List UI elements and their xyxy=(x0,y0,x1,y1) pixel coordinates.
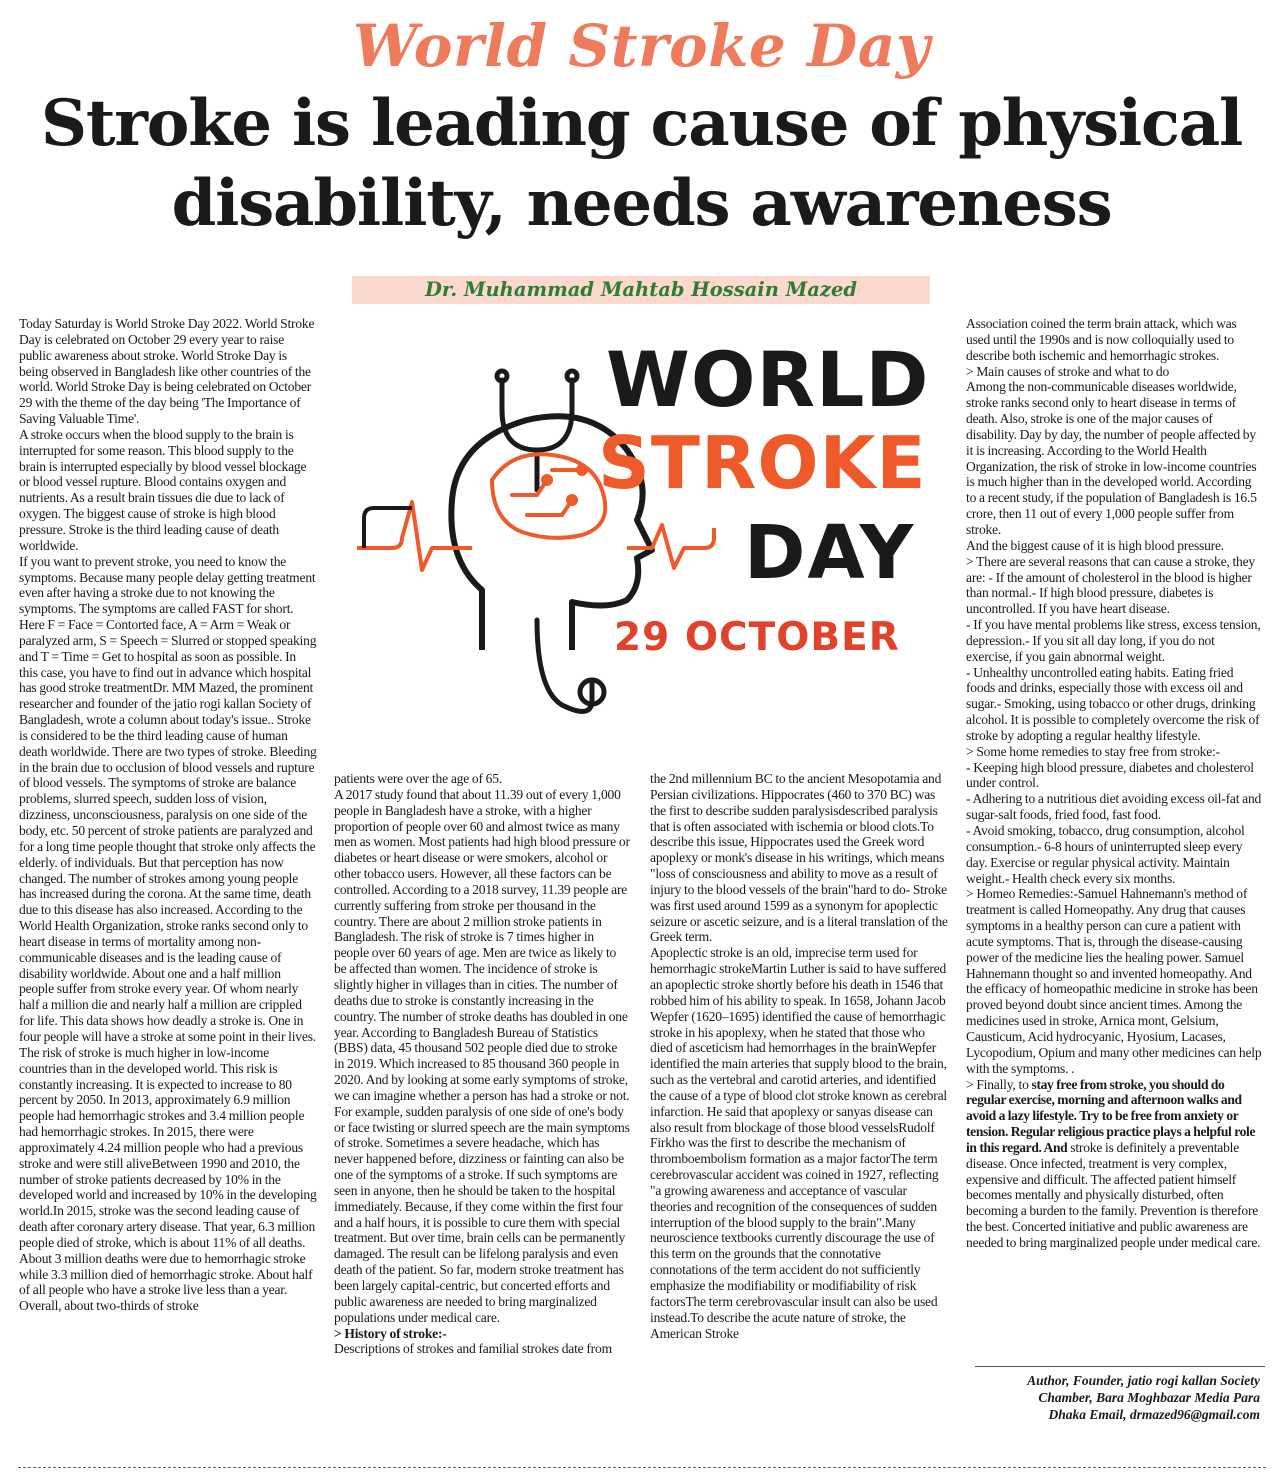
section-subhead: > History of stroke:- xyxy=(334,1325,447,1341)
kicker-title: World Stroke Day xyxy=(352,12,931,80)
paragraph: Among the non-communicable diseases worldwide, stroke ranks second only to heart disease in terms of death. Also, stroke is one of the major causes of disability. Day by day, the number of people affected by it is increasing. According to the World Health Organization, the risk of stroke in low-income countries is much higher than in the developed world. According to a recent study, if the population of Bangladesh is 16.5 crore, then 11 out of every 1,000 people suffer from stroke. xyxy=(966,379,1257,537)
paragraph: the 2nd millennium BC to the ancient Mesopotamia and Persian civilizations. Hippocrates (460 to 370 BC) was the first to describe sudden paralysisdescribed paralysis that is often associated with ischemia or blood clots.To describe this issue, Hippocrates used the Greek word apoplexy or monk's disease in his writings, which means "loss of consciousness and ability to move as a result of injury to the blood vessels of the brain"hard to do- Stroke was first used around 1599 as a synonym for apoplectic seizure or ascetic seizure, and is a literal translation of the Greek term. xyxy=(650,771,948,945)
poster-date: 29 OCTOBER xyxy=(614,615,900,660)
paragraph: patients were over the age of 65. xyxy=(334,771,503,786)
paragraph: Association coined the term brain attack, which was used until the 1990s and is now colloquially used to describe both ischemic and hemorrhagic strokes. xyxy=(966,316,1237,363)
article-column-3 xyxy=(650,771,948,1341)
paragraph: Descriptions of strokes and familial strokes date from xyxy=(334,1341,612,1357)
final-emphasis: stay free from stroke, you should do regular exercise, morning and afternoon walks and avoid a lazy lifestyle. Try to be free from anxiety or tension. Regular religious practice plays a helpful role in this regard. And xyxy=(966,1076,1256,1155)
author-note-line: Chamber, Bara Moghbazar Media Para xyxy=(1038,1390,1260,1405)
article-column-1 xyxy=(19,316,317,1314)
poster-title-day: DAY xyxy=(744,510,916,596)
article-column-4 xyxy=(966,316,1262,1251)
poster-title-stroke: STROKE xyxy=(598,421,927,505)
article-column-2 xyxy=(334,771,630,1357)
headline: Stroke is leading cause of physical disability, needs awareness xyxy=(40,86,1243,241)
paragraph: > There are several reasons that can cause a stroke, they are: - If the amount of cholesterol in the blood is higher than normal.- If high blood pressure, diabetes is uncontrolled. If you have heart disease. xyxy=(966,553,1255,617)
author-note-line: Author, Founder, jatio rogi kallan Society xyxy=(1027,1373,1260,1388)
author-note-line: Dhaka Email, drmazed96@gmail.com xyxy=(1048,1407,1260,1422)
byline: Dr. Muhammad Mahtab Hossain Mazed xyxy=(352,276,930,304)
poster-title-world: WORLD xyxy=(606,335,930,424)
paragraph: > Homeo Remedies:-Samuel Hahnemann's method of treatment is called Homeopathy. Any drug that causes symptoms in a healthy person can cure a patient with acute symptoms. That is, through the disease-causing power of the medicine lies the healing power. Samuel Hahnemann thought so and invented homeopathy. And the efficacy of homeopathic medicine in stroke has been proved beyond doubt since ancient times. Among the medicines used in stroke, Arnica mont, Gelsium, Causticum, Acid hydrocyanic, Hyosium, Lacases, Lycopodium, Opium and many other medicines can help with the symptoms. . xyxy=(966,886,1262,1076)
final-lead: > Finally, to xyxy=(966,1076,1032,1092)
author-note xyxy=(960,1372,1260,1423)
world-stroke-day-poster xyxy=(352,320,952,760)
paragraph: - Avoid smoking, tobacco, drug consumption, alcohol consumption.- 6-8 hours of uninterrupted sleep every day. Exercise or regular physical activity. Maintain weight.- Health check every six months. xyxy=(966,823,1245,886)
paragraph: A stroke occurs when the blood supply to the brain is interrupted for some reason. This blood supply to the brain is interrupted especially by blood vessel blockage or blood vessel rupture. Blood contains oxygen and nutrients. As a result brain tissues die due to lack of oxygen. The biggest cause of stroke is high blood pressure. Stroke is the third leading cause of death worldwide. xyxy=(19,426,307,553)
footer-divider xyxy=(975,1366,1265,1367)
section-subhead: > Some home remedies to stay free from stroke:- xyxy=(966,743,1220,759)
paragraph: - Unhealthy uncontrolled eating habits. Eating fried foods and drinks, especially those with excess oil and sugar.- Smoking, using tobacco or other drugs, drinking alcohol. It is possible to completely overcome the risk of stroke by adopting a regular healthy lifestyle. xyxy=(966,664,1260,743)
paragraph: - Keeping high blood pressure, diabetes and cholesterol under control. xyxy=(966,759,1254,791)
paragraph: A 2017 study found that about 11.39 out of every 1,000 people in Bangladesh have a stroke, with a higher proportion of people over 60 and almost twice as many men as women. Most patients had high blood pressure or diabetes or heart disease or were smokers, alcohol or other tobacco users. However, all these factors can be controlled. According to a 2018 survey, 11.39 people are currently suffering from stroke per thousand in the country. There are about 2 million stroke patients in Bangladesh. The risk of stroke is 7 times higher in people over 60 years of age. Men are twice as likely to be affected than women. The incidence of stroke is slightly higher in villages than in cities. The number of deaths due to stroke is constantly increasing in the country. The number of stroke deaths has doubled in one year. According to Bangladesh Bureau of Statistics (BBS) data, 45 thousand 502 people died due to stroke in 2019. Which increased to 85 thousand 360 people in 2020. And by looking at some early symptoms of stroke, we can imagine whether a person has had a stroke or not. For example, sudden paralysis of one side of one's body or face twisting or slurred speech are the main symptoms of stroke. Sometimes a severe headache, which has never happened before, dizziness or fainting can also be one of the symptoms of a stroke. If such symptoms are seen in anyone, then he should be taken to the hospital immediately. Because, if they come within the first four and a half hours, it is possible to cure them with special treatment. But over time, brain cells can be permanently damaged. The result can be lifelong paralysis and even death of the patient. So far, modern stroke treatment has been largely capital-centric, but concerted efforts and public awareness are needed to bring marginalized populations under medical care. xyxy=(334,786,630,1325)
paragraph: - Adhering to a nutritious diet avoiding excess oil-fat and sugar-salt foods, fried food, fast food. xyxy=(966,791,1262,823)
paragraph: Apoplectic stroke is an old, imprecise term used for hemorrhagic strokeMartin Luther is said to have suffered an apoplectic stroke shortly before his death in 1546 that robbed him of his ability to speak. In 1658, Johann Jacob Wepfer (1620–1695) identified the cause of hemorrhagic stroke in his apoplexy, when he stated that those who died of asceticism had hemorrhages in the brainWepfer identified the main arteries that supply blood to the brain, such as the vertebral and carotid arteries, and identified the cause of a type of blood clot stroke known as cerebral infarction. He said that apoplexy or sanyas disease can also result from blockage of those blood vesselsRudolf Firkho was the first to describe the mechanism of thromboembolism formation as a major factorThe term cerebrovascular accident was coined in 1927, reflecting "a growing awareness and acceptance of vascular theories and recognition of the consequences of sudden interruption of the blood supply to the brain".Many neuroscience textbooks currently discourage the use of this term on the grounds that the connotative connotations of the term accident do not sufficiently emphasize the modifiability or modifiability of risk factorsThe term cerebrovascular insult can also be used instead.To describe the acute nature of stroke, the American Stroke xyxy=(650,945,947,1341)
section-subhead: > Main causes of stroke and what to do xyxy=(966,363,1170,379)
page-cut-line xyxy=(18,1467,1266,1468)
final-paragraph xyxy=(966,1077,1262,1251)
paragraph: - If you have mental problems like stress, excess tension, depression.- If you sit all day long, if you do not exercise, if you gain abnormal weight. xyxy=(966,617,1261,664)
paragraph: And the biggest cause of it is high blood pressure. xyxy=(966,537,1224,553)
paragraph: If you want to prevent stroke, you need to know the symptoms. Because many people delay getting treatment even after having a stroke due to not knowing the symptoms. The symptoms are called FAST for short. Here F = Face = Contorted face, A = Arm = Weak or paralyzed arm, S = Speech = Slurred or stopped speaking and T = Time = Get to hospital as soon as possible. In this case, you have to find out in advance which hospital has good stroke treatmentDr. MM Mazed, the prominent researcher and founder of the jatio rogi kallan Society of Bangladesh, wrote a column about today's issue.. Stroke is considered to be the third leading cause of human death worldwide. There are two types of stroke. Bleeding in the brain due to occlusion of blood vessels and rupture of blood vessels. The symptoms of stroke are balance problems, slurred speech, sudden loss of vision, dizziness, unconsciousness, paralysis on one side of the body, etc. 50 percent of stroke patients are paralyzed and for a long time people thought that stroke only affects the elderly. of individuals. But that perception has now changed. The number of strokes among young people has increased during the corona. At the same time, death due to this disease has also increased. According to the World Health Organization, stroke ranks second only to heart disease in terms of mortality among non-communicable diseases and is the leading cause of disability worldwide. About one and a half million people suffer from stroke every year. Of whom nearly half a million die and nearly half a million are crippled for life. This data shows how deadly a stroke is. One in four people will have a stroke at some point in their lives. The risk of stroke is much higher in low-income countries than in the developed world. This risk is constantly increasing. It is expected to increase to 80 percent by 2050. In 2013, approximately 6.9 million people had hemorrhagic strokes and 3.4 million people had hemorrhagic strokes. In 2015, there were approximately 4.24 million people who had a previous stroke and were still aliveBetween 1990 and 2010, the number of stroke patients decreased by 10% in the developed world and increased by 10% in the developing world.In 2015, stroke was the second leading cause of death after coronary artery disease. That year, 6.3 million people died of stroke, which is about 11% of all deaths. About 3 million deaths were due to hemorrhagic stroke while 3.3 million died of hemorrhagic stroke. About half of all people who have a stroke live less than a year. Overall, about two-thirds of stroke xyxy=(19,553,317,1314)
paragraph: Today Saturday is World Stroke Day 2022. World Stroke Day is celebrated on October 29 every year to raise public awareness about stroke. World Stroke Day is being observed in Bangladesh like other countries of the world. World Stroke Day is being celebrated on October 29 with the theme of the day being 'The Importance of Saving Valuable Time'. xyxy=(19,316,315,427)
final-rest: stroke is definitely a preventable disease. Once infected, treatment is very complex, expensive and difficult. The affected patient himself becomes mentally and physically disturbed, often becoming a burden to the family. Prevention is therefore the best. Concerted initiative and public awareness are needed to bring marginalized people under medical care. xyxy=(966,1139,1261,1250)
